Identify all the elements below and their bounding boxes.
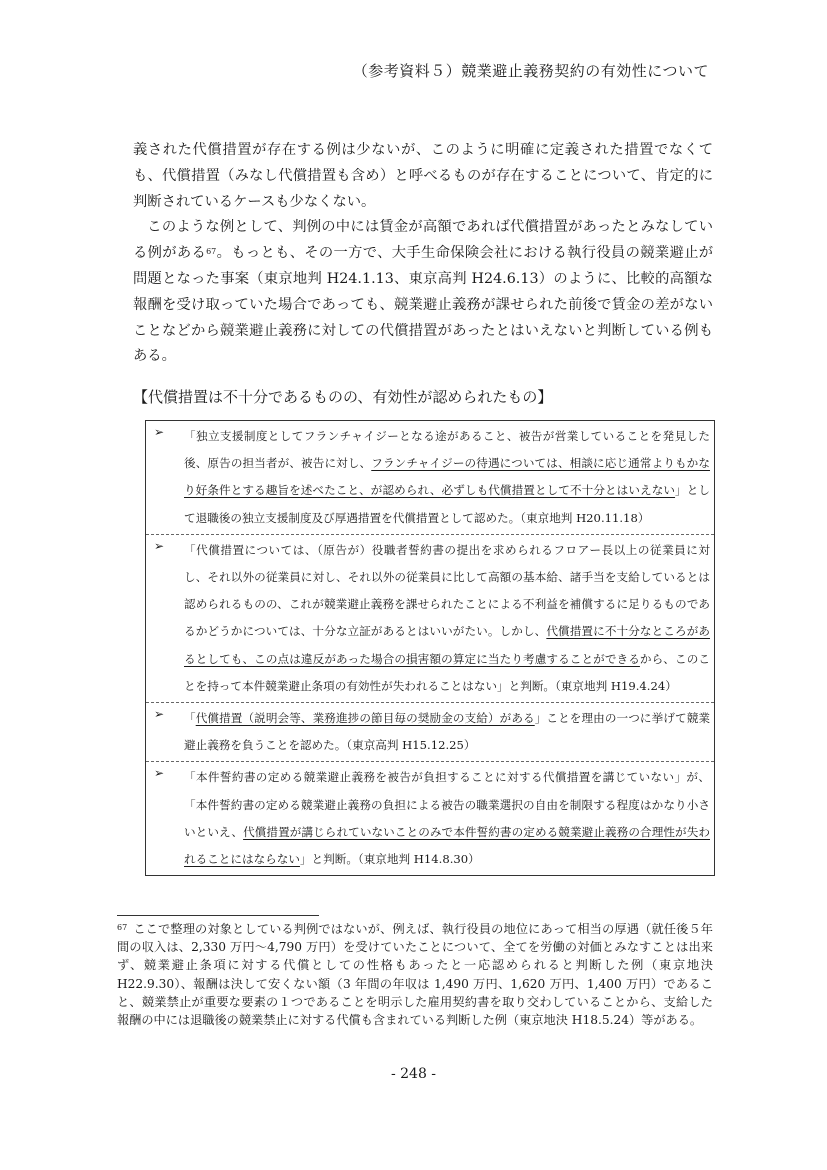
case-text [184,705,710,759]
cases-box [145,420,715,876]
case-text-underlined: フランチャイジーの待遇については、相談に応じ通常よりもかなり好条件とする趣旨を述べたこと、が認められ、必ずしも代償措置として不十分とはいえない [184,456,710,498]
case-text-plain: 「本件誓約書の定める競業避止義務を被告が負担することに対する代償措置を講じていない」が、「本件誓約書の定める競業避止義務の負担による被告の職業選択の自由を制限する程度はかなり小さいといえ、 [184,770,710,839]
case-item [146,421,714,535]
case-item [146,703,714,762]
page-header-title: （参考資料５）競業避止義務契約の有効性について [352,62,709,80]
case-text-citation: 」として退職後の独立支援制度及び厚遇措置を代償措置として認めた。（東京地判 H20.11.18） [184,483,710,525]
case-text [184,764,710,873]
case-text-citation: から、このことを持って本件競業避止条項の有効性が失われることはない」と判断。（東京地判 H19.4.24） [184,651,710,693]
body-text [133,138,713,370]
case-item [146,762,714,875]
case-text-underlined: 代償措置に不十分なところがあるとしても、この点は違反があった場合の損害額の算定に当たり考慮することができる [184,624,710,666]
case-text-citation: 」ことを理由の一つに挙げて競業避止義務を負うことを認めた。（東京高判 H15.12.25） [184,711,710,753]
case-text-plain: 「代償措置については、（原告が）役職者誓約書の提出を求められるフロアー長以上の従業員に対し、それ以外の従業員に対し、それ以外の従業員に比して高額の基本給、諸手当を支給しているとは認められるものの、これが競業避止義務を課せられたことによる不利益を補償するに足りるものであるかどうかについては、十分な立証があるとはいいがたい。しかし、 [184,542,710,639]
body-paragraph-1: 義された代償措置が存在する例は少ないが、このように明確に定義された措置でなくても、代償措置（みなし代償措置も含め）と呼べるものが存在することについて、肯定的に判断されているケースも少なくない。 [133,142,713,210]
arrow-bullet-icon: ➢ [154,707,165,722]
paragraph-2-text-b: 。もっとも、その一方で、大手生命保険会社における執行役員の競業避止が問題となった事案（東京地判 H24.1.13、東京高判 H24.6.13）のように、比較的高額な報酬を受け取っていた場合であっても、競業避止義務が課せられた前後で賃金の差がないことなどから競業避止義務に対しての代償措置があったとはいえないと判断している例もある。 [133,245,713,365]
case-text [184,423,710,532]
footnote-reference-67[interactable]: 67 [206,247,217,257]
arrow-bullet-icon: ➢ [154,425,165,439]
footnote-number: 67 [117,923,128,932]
footnote-67 [117,920,713,1029]
case-text-citation: 」と判断。（東京地判 H14.8.30） [299,852,480,867]
body-paragraph-2 [133,215,713,370]
case-text-plain: 「 [184,711,196,726]
footnote-body: （就任後５年間の収入は、2,330 万円～4,790 万円）を受けていたことについて、全てを労働の対価とみなすことは出来ず、競業避止条項に対する代償としての性格もあったと一応認められると判断した例（東京地決 H22.9.30）、報酬は決して安くない額（3 年間の年収は 1,490 万円、1,620 万円、1,400 万円）であること、競業禁止が重要な要素の１つであることを明示した雇用契約書を取り交わしていることから、支給した報酬の中には退職後の競業禁止に対する代償も含まれている判断した例（東京地決 H18.5.24）等がある。 [117,922,713,1028]
case-text-underlined: 代償措置（説明会等、業務進捗の節目毎の奨励金の支給）がある [195,711,535,726]
footnote-line-1: ここで整理の対象としている判例ではないが、例えば、執行役員の地位にあって相当の厚遇 [133,922,640,936]
case-text-underlined: 代償措置が講じられていないことのみで本件誓約書の定める競業避止義務の合理性が失われることにはならない [184,824,710,867]
page-number: - 248 - [390,1066,437,1082]
arrow-bullet-icon: ➢ [154,766,165,781]
paragraph-2-text-a: このような例として、判例の中には賃金が高額であれば代償措置があったとみなしている例がある [133,219,713,262]
case-text [184,537,710,700]
arrow-bullet-icon: ➢ [154,538,165,553]
section-heading: 【代償措置は不十分であるものの、有効性が認められたもの】 [133,388,553,406]
case-item [146,535,714,703]
footnote-divider [117,915,319,916]
case-text-plain: 「独立支援制度としてフランチャイジーとなる途があること、被告が営業していることを発見した後、原告の担当者が、被告に対し、 [184,429,710,471]
